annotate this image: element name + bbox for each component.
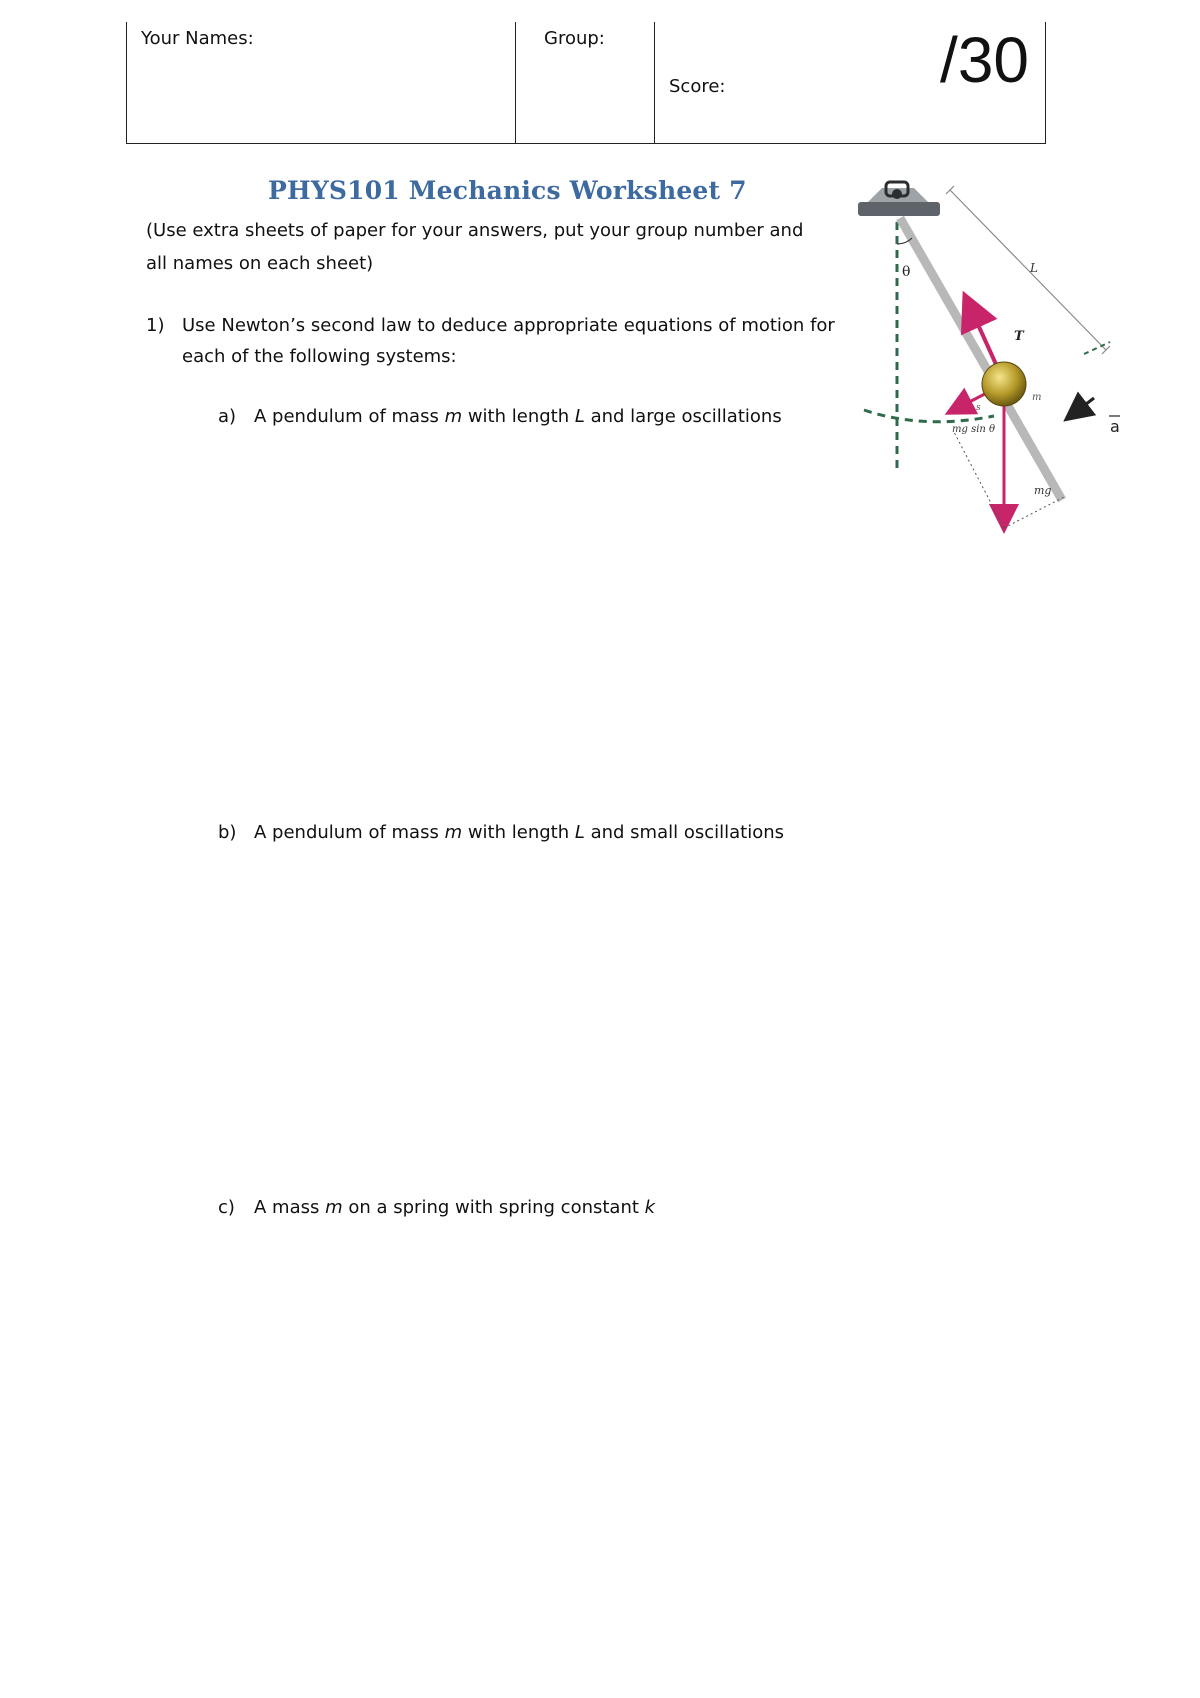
var-length: L	[574, 822, 585, 843]
subquestion-text-mid: on a spring with spring constant	[342, 1197, 645, 1218]
subquestion-label: c)	[218, 1197, 235, 1218]
var-mass: m	[444, 822, 463, 843]
pendulum-bob	[982, 362, 1026, 406]
tension-label: T	[1014, 329, 1024, 344]
arc-length-label: s	[976, 403, 981, 413]
subquestion-a	[218, 406, 782, 427]
group-label: Group:	[544, 28, 605, 49]
subquestion-c	[218, 1197, 655, 1218]
var-length: L	[574, 406, 585, 427]
names-cell[interactable]	[127, 22, 516, 143]
header-box	[126, 22, 1046, 144]
length-label: L	[1030, 261, 1038, 275]
question-number: 1)	[146, 315, 165, 336]
score-label: Score:	[669, 76, 726, 97]
arc-path	[864, 410, 994, 422]
subquestion-text-mid: with length	[462, 822, 575, 843]
theta-label: θ	[902, 264, 911, 280]
names-label: Your Names:	[141, 28, 254, 49]
var-spring-constant: k	[644, 1197, 656, 1218]
subquestion-text-pre: A pendulum of mass	[254, 822, 445, 843]
subquestion-label: b)	[218, 822, 237, 843]
subquestion-b	[218, 822, 784, 843]
worksheet-title: PHYS101 Mechanics Worksheet 7	[268, 176, 747, 205]
subquestion-text-mid: with length	[462, 406, 575, 427]
tangential-force-label: mg sin θ	[952, 424, 996, 435]
length-dimension-line	[950, 190, 1106, 350]
subquestion-text-post: and large oscillations	[584, 406, 782, 427]
acceleration-arrow	[1068, 398, 1094, 418]
acceleration-label: a	[1110, 417, 1120, 436]
pendulum-diagram	[854, 178, 1144, 558]
score-total: /30	[940, 24, 1029, 96]
var-mass: m	[325, 1197, 343, 1218]
pendulum-figure	[854, 178, 1144, 558]
instructions: (Use extra sheets of paper for your answers, put your group number and all names on each sheet)	[146, 220, 804, 274]
question-1	[146, 310, 836, 372]
pivot-support	[858, 182, 940, 216]
group-cell[interactable]	[516, 22, 655, 143]
weight-label: mg	[1034, 484, 1052, 497]
var-mass: m	[444, 406, 463, 427]
mass-label: m	[1032, 392, 1042, 403]
subquestion-text-pre: A mass	[254, 1197, 326, 1218]
score-cell	[655, 22, 1045, 143]
question-text: Use Newton’s second law to deduce appropriate equations of motion for each of the following systems:	[182, 315, 835, 367]
subquestion-label: a)	[218, 406, 237, 427]
subquestion-text-pre: A pendulum of mass	[254, 406, 445, 427]
subquestion-text-post: and small oscillations	[584, 822, 785, 843]
